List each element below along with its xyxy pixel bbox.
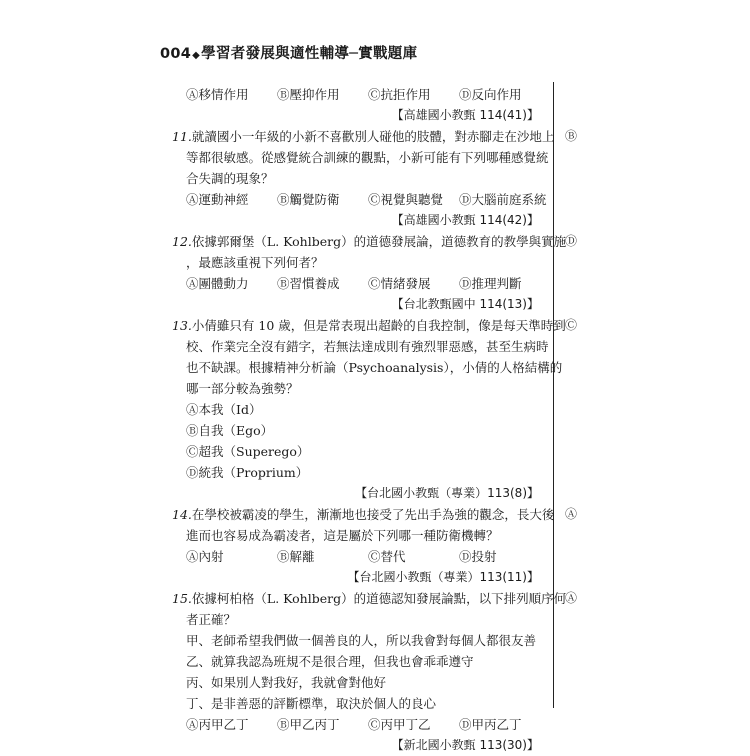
question-text-line: 就讀國小一年級的小新不喜歡別人碰他的肢體，對赤腳走在沙地上	[191, 129, 555, 144]
option: Ⓓ統我（Proprium）	[186, 465, 309, 480]
option: Ⓓ甲丙乙丁	[459, 717, 522, 732]
answer-label: Ⓒ	[565, 318, 578, 332]
option: Ⓒ抗拒作用	[368, 87, 431, 102]
question-text-line: 者正確？	[186, 612, 237, 627]
option: Ⓑ解離	[277, 549, 315, 564]
statement-item: 甲、老師希望我們做一個善良的人，所以我會對每個人都很友善	[186, 633, 537, 648]
question-number: 13.	[172, 318, 192, 333]
option: Ⓓ推理判斷	[459, 276, 522, 291]
option: Ⓑ自我（Ego）	[186, 423, 274, 438]
question-list	[172, 84, 578, 756]
option: Ⓑ甲乙丙丁	[277, 717, 340, 732]
question-text-line: 哪一部分較為強勢？	[186, 381, 299, 396]
option: Ⓒ視覺與聽覺	[368, 192, 444, 207]
question-15	[172, 588, 578, 756]
diamond-icon: ◆	[192, 50, 201, 61]
question-source: 【高雄國小教甄 114(41)】	[391, 108, 539, 122]
question-11	[172, 126, 578, 231]
question-12	[172, 231, 578, 315]
question-number: 14.	[172, 507, 192, 522]
answer-label: Ⓐ	[565, 507, 578, 521]
option-row	[172, 84, 553, 105]
page-number: 004	[160, 46, 192, 62]
option: Ⓑ習慣養成	[277, 276, 340, 291]
question-text-line: 等都很敏感。從感覺統合訓練的觀點，小新可能有下列哪種感覺統	[186, 150, 549, 165]
question-source: 【台北國小教甄（專業）113(8)】	[355, 486, 539, 500]
option-row	[172, 273, 553, 294]
option: Ⓐ團體動力	[186, 276, 249, 291]
option: Ⓐ運動神經	[186, 192, 249, 207]
option-row	[172, 714, 553, 735]
question-number: 15.	[172, 591, 192, 606]
question-number: 12.	[172, 234, 192, 249]
answer-label: Ⓑ	[565, 129, 578, 143]
question-text-line: ，最應該重視下列何者？	[186, 255, 324, 270]
question-14	[172, 504, 578, 588]
option-row	[172, 546, 553, 567]
option: Ⓒ超我（Superego）	[186, 444, 310, 459]
option: Ⓐ內射	[186, 549, 224, 564]
question-source: 【台北教甄國中 114(13)】	[391, 297, 539, 311]
option: Ⓓ投射	[459, 549, 497, 564]
statement-item: 乙、就算我認為班規不是很合理，但我也會乖乖遵守	[186, 654, 474, 669]
question-source: 【高雄國小教甄 114(42)】	[391, 213, 539, 227]
option: Ⓑ壓抑作用	[277, 87, 340, 102]
question-text-line: 校、作業完全沒有錯字，若無法達成則有強烈罪惡感，甚至生病時	[186, 339, 549, 354]
question-text-line: 進而也容易成為霸凌者，這是屬於下列哪一種防衛機轉？	[186, 528, 499, 543]
question-text-line: 依據柯柏格（L. Kohlberg）的道德認知發展論點，以下排列順序何	[191, 591, 567, 606]
question-text-line: 小倩雖只有 10 歲，但是常表現出超齡的自我控制，像是每天準時到	[191, 318, 566, 333]
question-text-line: 依據郭爾堡（L. Kohlberg）的道德發展論，道德教育的教學與實施	[191, 234, 567, 249]
option: Ⓐ丙甲乙丁	[186, 717, 249, 732]
question-source: 【台北國小教甄（專業）113(11)】	[347, 570, 539, 584]
question-13	[172, 315, 578, 504]
option: Ⓓ反向作用	[459, 87, 522, 102]
option-row	[172, 189, 553, 210]
statement-item: 丁、是非善惡的評斷標準，取決於個人的良心	[186, 696, 437, 711]
option: Ⓐ移情作用	[186, 87, 249, 102]
option: Ⓑ觸覺防衛	[277, 192, 340, 207]
question-text-line: 合失調的現象？	[186, 171, 274, 186]
prev-question-tail	[172, 84, 553, 126]
answer-label: Ⓐ	[565, 591, 578, 605]
question-text-line: 也不缺課。根據精神分析論（Psychoanalysis），小倩的人格結構的	[186, 360, 563, 375]
statement-item: 丙、如果別人對我好，我就會對他好	[186, 675, 387, 690]
question-text-line: 在學校被霸凌的學生，漸漸地也接受了先出手為強的觀念，長大後	[191, 507, 555, 522]
option-row	[172, 399, 553, 483]
question-number: 11.	[172, 129, 192, 144]
answer-label: Ⓓ	[565, 234, 578, 248]
option: Ⓐ本我（Id）	[186, 402, 262, 417]
answer-divider-line	[553, 82, 554, 708]
page-header	[160, 42, 417, 63]
option: Ⓒ情緒發展	[368, 276, 431, 291]
question-source: 【新北國小教甄 113(30)】	[391, 738, 539, 752]
option: Ⓒ替代	[368, 549, 406, 564]
option: Ⓓ大腦前庭系統	[459, 192, 547, 207]
header-title: 學習者發展與適性輔導─實戰題庫	[201, 46, 418, 62]
option: Ⓒ丙甲丁乙	[368, 717, 431, 732]
